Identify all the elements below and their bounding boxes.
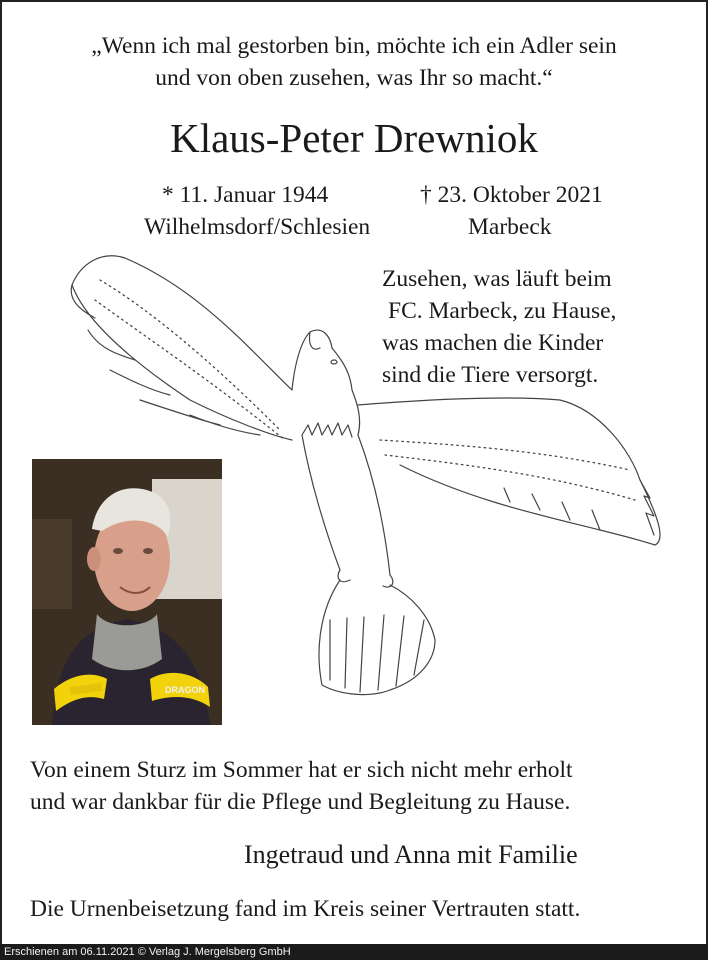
- family-signature: Ingetraud und Anna mit Familie: [244, 840, 578, 869]
- wish-line-4: sind die Tiere versorgt.: [382, 362, 599, 388]
- wish-line-3: was machen die Kinder: [382, 330, 604, 356]
- jacket-brand: DRAGON: [165, 685, 205, 695]
- wish-line-1: Zusehen, was läuft beim: [382, 266, 612, 292]
- eagle-body: [302, 435, 390, 575]
- death-place: Marbeck: [468, 214, 552, 240]
- birth-place: Wilhelmsdorf/Schlesien: [144, 214, 371, 240]
- wish-line-2: FC. Marbeck, zu Hause,: [388, 298, 617, 324]
- death-date: † 23. Oktober 2021: [420, 182, 603, 208]
- wish-text: [382, 263, 616, 391]
- eagle-tail: [319, 580, 435, 695]
- body-paragraph: [30, 754, 573, 818]
- quote-line-1: „Wenn ich mal gestorben bin, möchte ich ein Adler sein: [91, 33, 617, 59]
- opening-quote: [0, 30, 708, 94]
- birth-date: * 11. Januar 1944: [162, 182, 329, 208]
- portrait-photo: [32, 459, 222, 725]
- body-line-2: und war dankbar für die Pflege und Begleitung zu Hause.: [30, 789, 571, 815]
- deceased-name: Klaus-Peter Drewniok: [170, 115, 538, 161]
- burial-notice: Die Urnenbeisetzung fand im Kreis seiner Vertrauten statt.: [30, 896, 581, 922]
- publication-footer: Erschienen am 06.11.2021 © Verlag J. Mergelsberg GmbH: [0, 944, 708, 960]
- quote-line-2: und von oben zusehen, was Ihr so macht.“: [155, 65, 553, 91]
- eagle-head: [292, 330, 360, 435]
- eagle-right-wing: [358, 398, 660, 545]
- body-line-1: Von einem Sturz im Sommer hat er sich nicht mehr erholt: [30, 757, 573, 783]
